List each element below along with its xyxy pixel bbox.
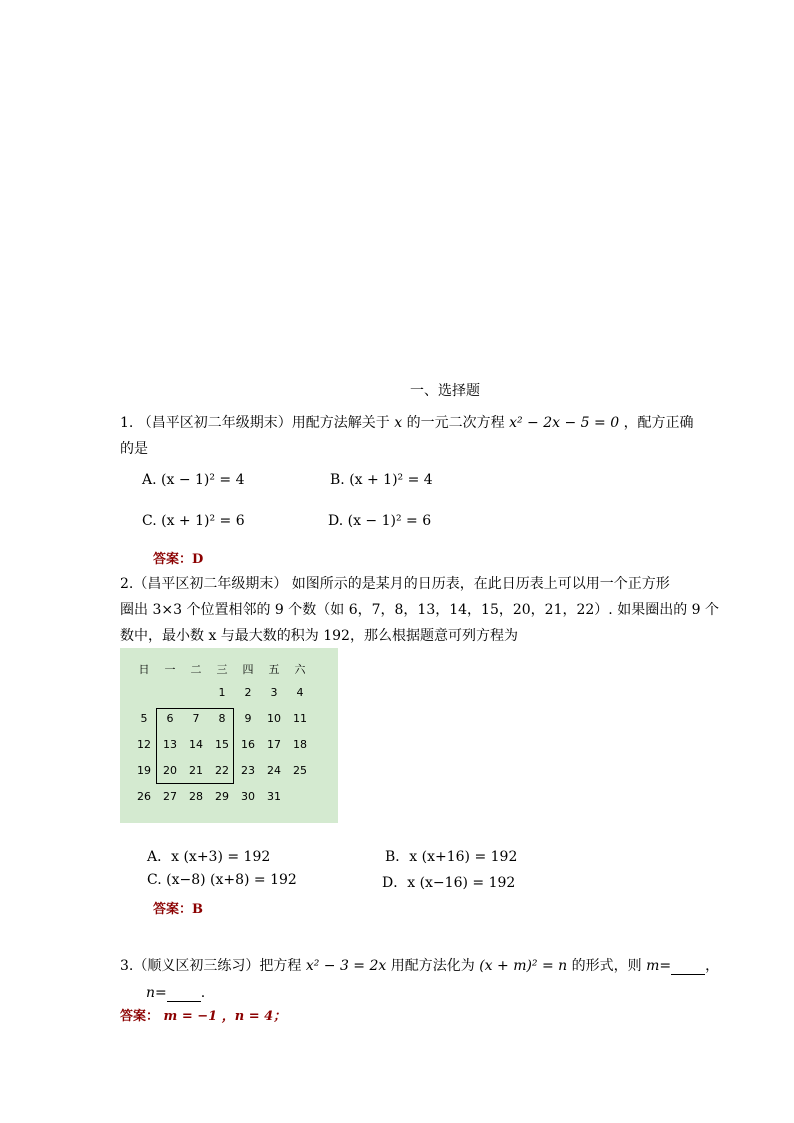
q3-stem-text: 3.（顺义区初三练习）把方程: [120, 958, 302, 974]
calendar-day-cell: 16: [241, 738, 255, 751]
calendar-header-cell: 四: [242, 663, 254, 676]
q3-stem-line2: [146, 985, 205, 1002]
calendar-day-cell: 20: [163, 764, 177, 777]
calendar-header-cell: 六: [294, 663, 306, 676]
q2-option-b: B．x (x+16) = 192: [385, 849, 518, 865]
calendar-day-cell: 28: [189, 790, 203, 803]
q3-m-blank[interactable]: [671, 958, 705, 975]
calendar-day-cell: 30: [241, 790, 255, 803]
calendar-day-cell: 3: [270, 686, 278, 699]
calendar-day-cell: 8: [218, 712, 226, 725]
calendar-day-cell: 12: [137, 738, 151, 751]
calendar-day-cell: 6: [166, 712, 174, 725]
q2-option-a: A．x (x+3) = 192: [147, 849, 271, 865]
calendar-day-cell: 15: [215, 738, 229, 751]
q1-option-b: B. (x + 1)² = 4: [330, 472, 433, 488]
q2-stem-line3: 数中，最小数 x 与最大数的积为 192，那么根据题意可列方程为: [120, 628, 518, 644]
calendar-header-cell: 日: [138, 663, 150, 676]
q2-stem-line1: 2.（昌平区初二年级期末） 如图所示的是某月的日历表，在此日历表上可以用一个正方形: [120, 576, 670, 592]
calendar-day-cell: 31: [267, 790, 281, 803]
calendar-day-cell: 11: [293, 712, 307, 725]
q1-stem-line1: [120, 412, 694, 432]
calendar-day-cell: 21: [189, 764, 203, 777]
q3-answer-label: 答案：: [120, 1009, 160, 1024]
calendar-day-cell: 24: [267, 764, 281, 777]
q3-equation: x² − 3 = 2x: [305, 958, 387, 974]
q2-option-d: D．x (x−16) = 192: [382, 875, 516, 891]
calendar-header-cell: 五: [268, 663, 280, 676]
calendar-header-cell: 三: [216, 663, 228, 676]
calendar-day-cell: 27: [163, 790, 177, 803]
calendar-day-cell: 17: [267, 738, 281, 751]
q3-stem-text-c: 的形式，则: [571, 958, 642, 974]
q1-option-a: A. (x − 1)² = 4: [142, 472, 245, 488]
q3-answer-value: m = −1 ，n = 4；: [163, 1009, 287, 1024]
q3-stem-line1: [120, 955, 719, 975]
calendar-day-cell: 13: [163, 738, 177, 751]
q2-option-c: C. (x−8) (x+8) = 192: [147, 872, 297, 888]
q1-var: x: [394, 415, 403, 431]
q3-n-blank[interactable]: [167, 985, 201, 1002]
calendar-day-cell: 2: [244, 686, 252, 699]
q1-option-d: D. (x − 1)² = 6: [328, 513, 432, 529]
calendar-day-cell: 19: [137, 764, 151, 777]
calendar-day-cell: 29: [215, 790, 229, 803]
q1-equation: x² − 2x − 5 = 0: [509, 415, 620, 431]
q3-separator: ，: [705, 958, 720, 974]
q3-answer: [120, 1005, 286, 1024]
calendar-header-cell: 二: [190, 663, 202, 676]
calendar-day-cell: 23: [241, 764, 255, 777]
q3-form: (x + m)² = n: [479, 958, 568, 974]
q3-m-label: m=: [646, 958, 672, 974]
calendar-day-cell: 9: [244, 712, 252, 725]
q3-n-label: n=: [146, 985, 167, 1001]
q1-option-c: C. (x + 1)² = 6: [142, 513, 245, 529]
calendar-day-cell: 5: [140, 712, 148, 725]
calendar-day-cell: 25: [293, 764, 307, 777]
q1-stem-text: 1. （昌平区初二年级期末）用配方法解关于: [120, 415, 390, 431]
q1-stem-text-b: 的一元二次方程: [406, 415, 505, 431]
q1-answer: 答案：D: [153, 552, 204, 567]
calendar-day-cell: 7: [192, 712, 200, 725]
calendar-day-cell: 18: [293, 738, 307, 751]
calendar-day-cell: 22: [215, 764, 229, 777]
q1-stem-text-c: ，配方正确: [623, 415, 694, 431]
section-title: 一、选择题: [410, 383, 480, 399]
calendar-day-cell: 4: [296, 686, 304, 699]
q3-stem-text-b: 用配方法化为: [390, 958, 475, 974]
q2-answer: 答案：B: [153, 902, 203, 917]
calendar-day-cell: 10: [267, 712, 281, 725]
q3-period: .: [200, 985, 206, 1001]
q2-stem-line2: 圈出 3×3 个位置相邻的 9 个数（如 6，7，8，13，14，15，20，21，22）. 如果圈出的 9 个: [120, 602, 720, 618]
calendar-day-cell: 1: [218, 686, 226, 699]
q1-stem-line2: 的是: [120, 441, 148, 457]
calendar-header-cell: 一: [164, 663, 176, 676]
calendar-day-cell: 26: [137, 790, 151, 803]
calendar-day-cell: 14: [189, 738, 203, 751]
calendar-figure: [120, 648, 338, 823]
